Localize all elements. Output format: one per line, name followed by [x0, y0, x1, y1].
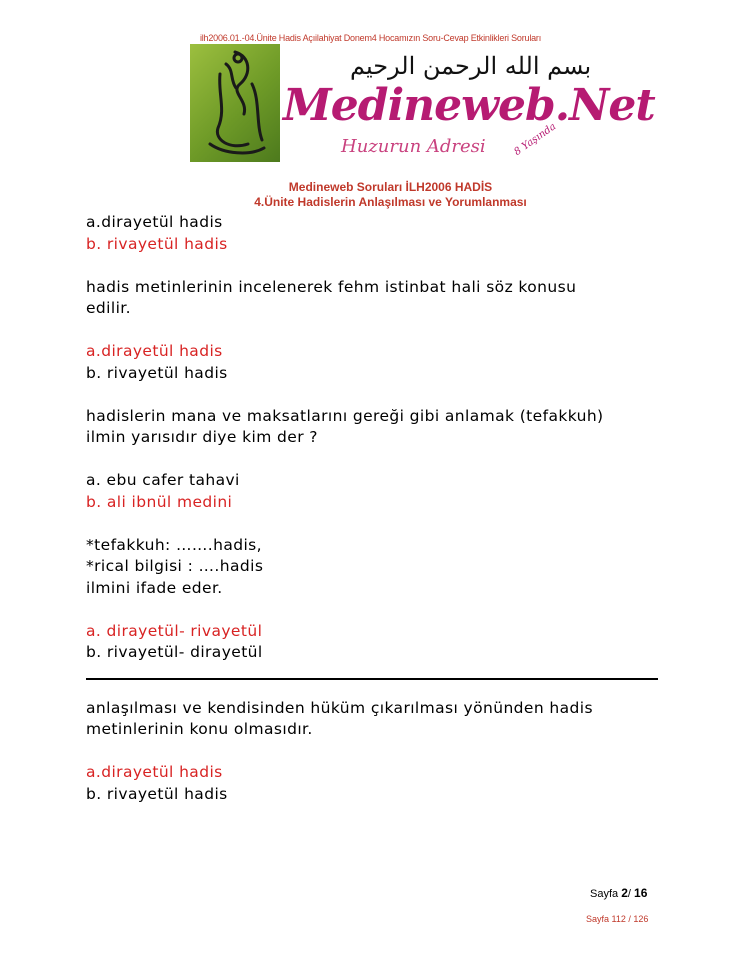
- q2-text-line-2: ilmin yarısıdır diye kim der ?: [86, 428, 318, 446]
- q3-text-line-1: *tefakkuh: …….hadis,: [86, 535, 262, 554]
- q2-option-a: a. ebu cafer tahavi: [86, 471, 240, 489]
- title-line-1: Medineweb Soruları İLH2006 HADİS: [288, 180, 493, 194]
- q2-option-b-answer: b. ali ibnül medini: [86, 492, 233, 511]
- document-title: [0, 180, 741, 210]
- title-line-2: 4.Ünite Hadislerin Anlaşılması ve Yorumlanması: [254, 195, 527, 209]
- q1-option-b: b. rivayetül hadis: [86, 363, 228, 382]
- page-label: Sayfa: [590, 888, 619, 900]
- calligraphy-logo-image: [190, 44, 280, 162]
- q4-option-a-answer: a.dirayetül hadis: [86, 763, 223, 781]
- q1-text-line-2: edilir.: [86, 299, 131, 317]
- page-total: 16: [634, 886, 648, 900]
- q0-option-a: a.dirayetül hadis: [86, 213, 223, 231]
- question-list: [86, 212, 666, 805]
- basmala-calligraphy: بسم الله الرحمن الرحيم: [350, 52, 592, 80]
- logo-tagline: Huzurun Adresi: [341, 136, 486, 157]
- page-separator: /: [627, 888, 631, 900]
- site-logo: [283, 80, 655, 158]
- running-header: ilh2006.01.-04.Ünite Hadis Açıilahiyat Donem4 Hocamızın Soru-Cevap Etkinlikleri Soruları: [199, 33, 542, 43]
- q2-text-line-1: hadislerin mana ve maksatlarını gereği gibi anlamak (tefakkuh): [86, 406, 604, 425]
- page-number: [590, 886, 647, 900]
- q3-option-b: b. rivayetül- dirayetül: [86, 643, 263, 661]
- section-divider: [86, 678, 658, 680]
- q3-text-line-3: ilmini ifade eder.: [86, 578, 223, 597]
- q3-option-a-answer: a. dirayetül- rivayetül: [86, 621, 263, 640]
- q3-text-line-2: *rical bilgisi : ….hadis: [86, 557, 264, 575]
- q4-option-b: b. rivayetül hadis: [86, 784, 228, 803]
- original-page-number: Sayfa 112 / 126: [586, 914, 649, 924]
- logo-years-badge: 8 Yaşında: [512, 121, 559, 158]
- q0-option-b-answer: b. rivayetül hadis: [86, 234, 228, 253]
- page-current: 2: [621, 886, 628, 900]
- q4-text-line-1: anlaşılması ve kendisinden hüküm çıkarılması yönünden hadis: [86, 698, 593, 717]
- logo-brand: Medineweb.Net: [283, 80, 655, 131]
- q1-option-a-answer: a.dirayetül hadis: [86, 342, 223, 360]
- q1-text-line-1: hadis metinlerinin incelenerek fehm istinbat hali söz konusu: [86, 277, 577, 296]
- q4-text-line-2: metinlerinin konu olmasıdır.: [86, 720, 313, 738]
